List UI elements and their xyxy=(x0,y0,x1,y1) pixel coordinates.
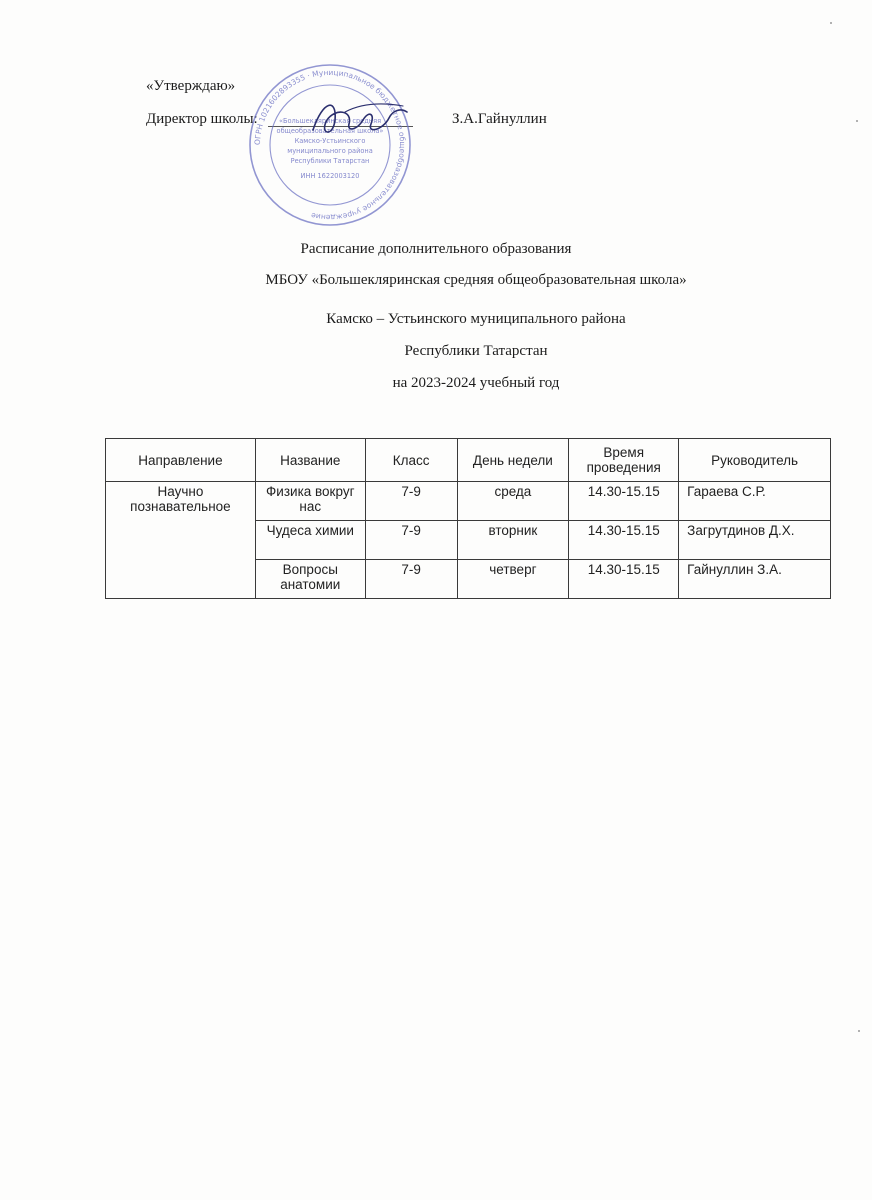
table-header-row xyxy=(106,439,831,482)
director-signature xyxy=(305,90,415,150)
title-line-1: Расписание дополнительного образования xyxy=(300,241,572,257)
title-line-3: Камско – Устьинского муниципального района xyxy=(326,311,626,327)
stamp-inner-line: «Большекляринская средняя xyxy=(278,117,382,125)
director-name: З.А.Гайнуллин xyxy=(452,111,547,127)
leader-cell: Загрутдинов Д.Х. xyxy=(679,521,831,560)
title-line-2: МБОУ «Большекляринская средняя общеобразовательная школа» xyxy=(265,272,687,288)
stamp-outer-text: ОГРН 1021602893355 · Муниципальное бюджетное общеобразовательное учреждение xyxy=(252,67,408,223)
grade-cell: 7-9 xyxy=(365,560,457,599)
leader-cell: Гараева С.Р. xyxy=(679,482,831,521)
stamp-inner-line: Республики Татарстан xyxy=(290,157,370,165)
scan-speck xyxy=(830,22,832,24)
schedule-table xyxy=(105,438,831,599)
stamp-inner-line: Камско-Устьинского xyxy=(294,137,366,145)
stamp-inner-line: общеобразовательная школа» xyxy=(276,127,384,135)
name-cell: Физика вокруг нас xyxy=(255,482,365,521)
column-header: Название xyxy=(255,439,365,482)
leader-cell: Гайнуллин З.А. xyxy=(679,560,831,599)
column-header: Время проведения xyxy=(569,439,679,482)
title-line-5: на 2023-2024 учебный год xyxy=(392,375,560,391)
grade-cell: 7-9 xyxy=(365,521,457,560)
table-row xyxy=(106,482,831,521)
name-cell: Чудеса химии xyxy=(255,521,365,560)
time-cell: 14.30-15.15 xyxy=(569,482,679,521)
time-cell: 14.30-15.15 xyxy=(569,560,679,599)
column-header: Руководитель xyxy=(679,439,831,482)
direction-cell: Научно познавательное xyxy=(106,482,256,599)
column-header: Направление xyxy=(106,439,256,482)
day-cell: среда xyxy=(457,482,569,521)
approval-label: «Утверждаю» xyxy=(146,78,236,94)
name-cell: Вопросы анатомии xyxy=(255,560,365,599)
title-line-4: Республики Татарстан xyxy=(404,343,548,359)
column-header: Класс xyxy=(365,439,457,482)
grade-cell: 7-9 xyxy=(365,482,457,521)
director-label: Директор школы: xyxy=(146,111,258,127)
time-cell: 14.30-15.15 xyxy=(569,521,679,560)
stamp-bottom-text: ИНН 1622003120 xyxy=(300,172,360,180)
day-cell: вторник xyxy=(457,521,569,560)
column-header: День недели xyxy=(457,439,569,482)
scan-speck xyxy=(856,120,858,122)
stamp-inner-line: муниципального района xyxy=(287,147,373,155)
day-cell: четверг xyxy=(457,560,569,599)
scan-speck xyxy=(858,1030,860,1032)
